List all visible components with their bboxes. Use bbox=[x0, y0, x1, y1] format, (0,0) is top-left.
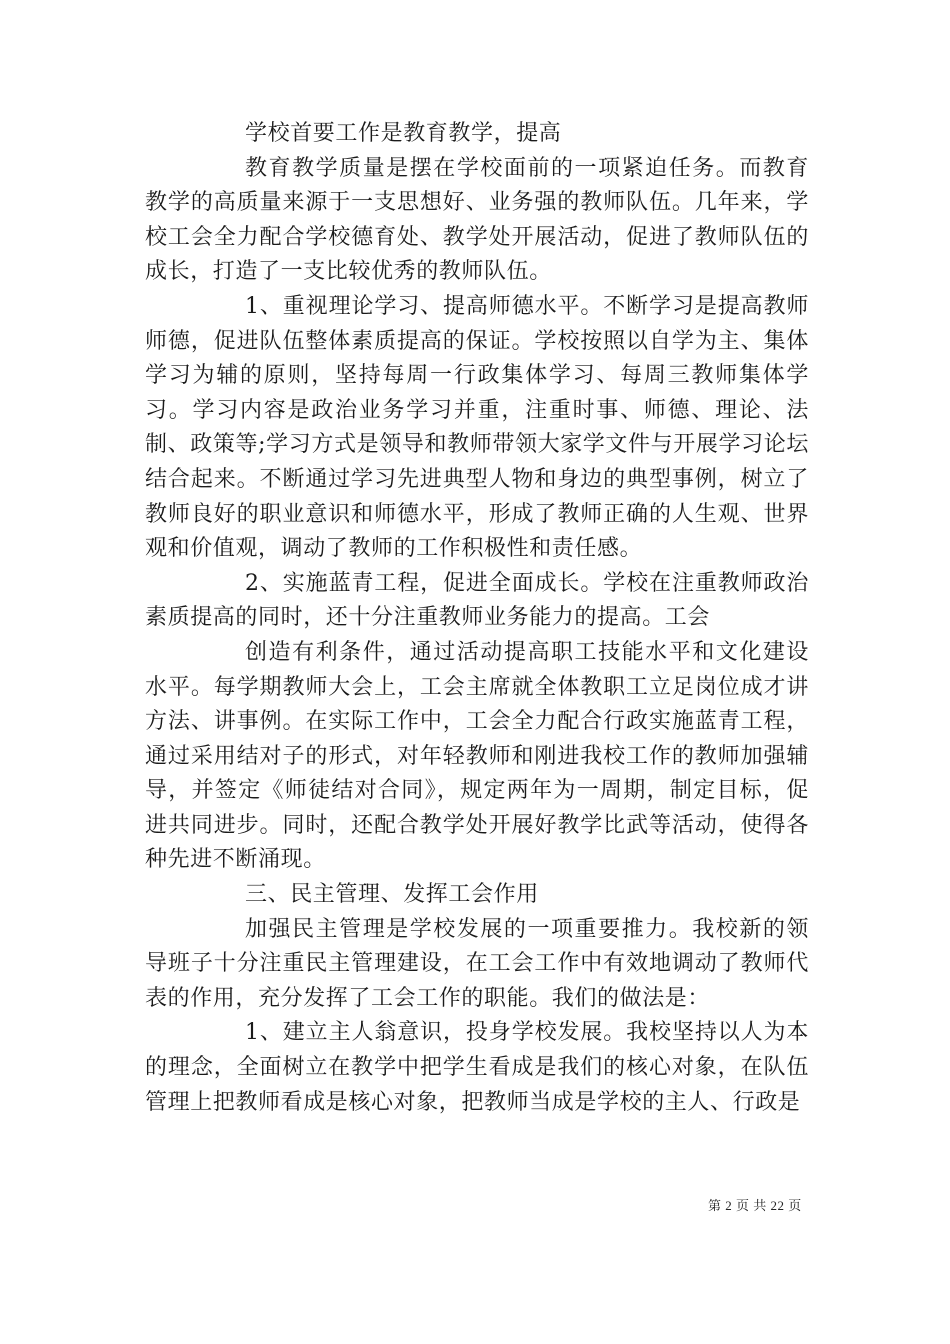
paragraph-intro-heading: 学校首要工作是教育教学，提高 bbox=[245, 121, 562, 146]
section-heading-democratic-management: 三、民主管理、发挥工会作用 bbox=[245, 882, 539, 908]
paragraph-democratic-management: 加强民主管理是学校发展的一项重要推力。我校新的领导班子十分注重民主管理建设，在工会工作中有效地调动了教师代表的作用，充分发挥了工会工作的职能。我们的做法是： bbox=[145, 916, 809, 1011]
page-number-footer: 第 2 页 共 22 页 bbox=[708, 1198, 802, 1213]
paragraph-teaching-quality: 教育教学质量是摆在学校面前的一项紧迫任务。而教育教学的高质量来源于一支思想好、业务强的教师队伍。几年来，学校工会全力配合学校德育处、教学处开展活动，促进了教师队伍的成长，打造了一支比较优秀的教师队伍。 bbox=[145, 155, 809, 285]
paragraph-favorable-conditions: 创造有利条件，通过活动提高职工技能水平和文化建设水平。每学期教师大会上，工会主席就全体教职工立足岗位成才讲方法、讲事例。在实际工作中，工会全力配合行政实施蓝青工程，通过采用结对子的形式，对年轻教师和刚进我校工作的教师加强辅导，并签定《师徒结对合同》，规定两年为一周期，制定目标，促进共同进步。同时，还配合教学处开展好教学比武等活动，使得各种先进不断涌现。 bbox=[145, 639, 809, 873]
paragraph-blue-green-project: 2、实施蓝青工程，促进全面成长。学校在注重教师政治素质提高的同时，还十分注重教师业务能力的提高。工会 bbox=[145, 570, 809, 631]
document-page bbox=[145, 117, 809, 1120]
paragraph-theory-study: 1、重视理论学习、提高师德水平。不断学习是提高教师师德，促进队伍整体素质提高的保证。学校按照以自学为主、集体学习为辅的原则，坚持每周一行政集体学习、每周三教师集体学习。学习内容是政治业务学习并重，注重时事、师德、理论、法制、政策等;学习方式是领导和教师带领大家学文件与开展学习论坛结合起来。不断通过学习先进典型人物和身边的典型事例，树立了教师良好的职业意识和师德水平，形成了教师正确的人生观、世界观和价值观，调动了教师的工作积极性和责任感。 bbox=[145, 293, 809, 562]
paragraph-ownership-awareness: 1、建立主人翁意识，投身学校发展。我校坚持以人为本的理念，全面树立在教学中把学生看成是我们的核心对象，在队伍管理上把教师看成是核心对象，把教师当成是学校的主人、行政是 bbox=[145, 1020, 809, 1115]
